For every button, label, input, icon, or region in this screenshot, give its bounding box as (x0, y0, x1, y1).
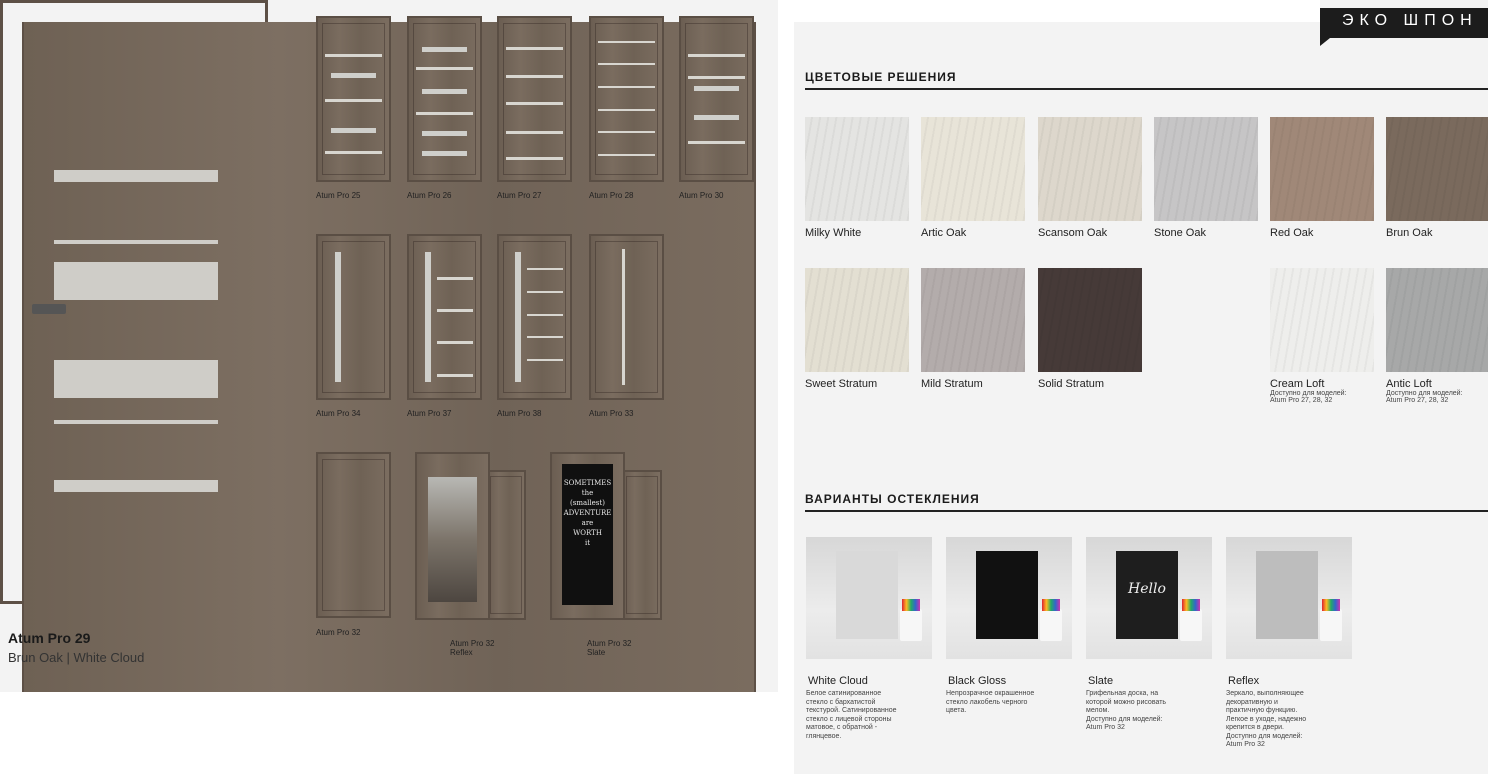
glass-name: Reflex (1228, 675, 1260, 687)
door-label: Atum Pro 28 (589, 191, 634, 200)
options-panel (794, 0, 1488, 774)
color-swatch (1386, 117, 1488, 221)
glass-description: Грифельная доска, на которой можно рисовать мелом. Доступно для моделей: Atum Pro 32 (1086, 690, 1167, 731)
color-swatch-label: Antic Loft (1386, 378, 1432, 390)
door-label: Atum Pro 38 (497, 409, 542, 418)
glass-sample-image (806, 537, 932, 659)
glass-name: Black Gloss (948, 675, 1007, 687)
eco-veneer-tag: ЭКО ШПОН (1320, 8, 1488, 38)
door-label: Atum Pro 30 (679, 191, 724, 200)
divider (805, 510, 1488, 512)
color-swatch (921, 268, 1025, 372)
door-atum-pro-32-back (486, 470, 526, 620)
door-atum-pro-34 (316, 234, 391, 400)
door-atum-pro-30 (679, 16, 754, 182)
door-atum-pro-37 (407, 234, 482, 400)
color-swatch (805, 268, 909, 372)
color-swatch-note: Atum Pro 27, 28, 32 (1270, 397, 1333, 404)
door-atum-pro-32 (316, 452, 391, 618)
color-swatch-label: Sweet Stratum (805, 378, 878, 390)
glass-description: Белое сатинированное стекло с бархатистой текстурой. Сатинированное стекло с лицевой стороны матовое, с обратной - глянцевое. (806, 690, 897, 740)
glass-sample-image: Hello (1086, 537, 1212, 659)
door-label: Atum Pro 32 (587, 639, 632, 648)
color-swatch-note: Atum Pro 27, 28, 32 (1386, 397, 1449, 404)
door-label: Atum Pro 34 (316, 409, 361, 418)
colors-section-title: ЦВЕТОВЫЕ РЕШЕНИЯ (805, 70, 957, 84)
door-label: Atum Pro 25 (316, 191, 361, 200)
divider (805, 88, 1488, 90)
color-swatch (1038, 268, 1142, 372)
color-swatch (1386, 268, 1488, 372)
color-swatch-label: Red Oak (1270, 227, 1314, 239)
door-label: Atum Pro 37 (407, 409, 452, 418)
color-swatch (1038, 117, 1142, 221)
color-swatch-label: Solid Stratum (1038, 378, 1105, 390)
color-swatch (1154, 117, 1258, 221)
glass-description: Зеркало, выполняющее декоративную и практичную функцию. Легкое в уходе, надежно крепится в двери. Доступно для моделей: Atum Pro 32 (1226, 690, 1307, 748)
color-swatch (1270, 117, 1374, 221)
door-atum-pro-26 (407, 16, 482, 182)
door-label: Atum Pro 26 (407, 191, 452, 200)
door-atum-pro-32-reflex (415, 452, 490, 620)
color-swatch-note: Доступно для моделей: (1386, 390, 1463, 397)
door-label-variant: Slate (587, 648, 606, 657)
color-swatch-note: Доступно для моделей: (1270, 390, 1347, 397)
door-label: Atum Pro 27 (497, 191, 542, 200)
color-swatch-label: Cream Loft (1270, 378, 1325, 390)
glass-name: White Cloud (808, 675, 868, 687)
door-catalog-panel (0, 0, 778, 692)
color-swatch (1270, 268, 1374, 372)
door-atum-pro-32-slate (550, 452, 625, 620)
glass-name: Slate (1088, 675, 1114, 687)
glass-description: Непрозрачное окрашенное стекло лакобель черного цвета. (946, 690, 1035, 714)
main-door-subtitle: Brun Oak | White Cloud (8, 650, 145, 665)
door-handle-icon (32, 304, 66, 314)
door-atum-pro-38 (497, 234, 572, 400)
color-swatch (921, 117, 1025, 221)
door-atum-pro-25 (316, 16, 391, 182)
glass-sample-image (1226, 537, 1352, 659)
main-door-title: Atum Pro 29 (8, 630, 91, 646)
chalkboard-panel: SOMETIMES the (smallest) ADVENTURE are WORTH it (562, 464, 613, 605)
door-label: Atum Pro 33 (589, 409, 634, 418)
door-atum-pro-27 (497, 16, 572, 182)
door-atum-pro-32-back (622, 470, 662, 620)
color-swatch (805, 117, 909, 221)
color-swatch-label: Mild Stratum (921, 378, 983, 390)
door-label-variant: Reflex (450, 648, 473, 657)
color-swatch-label: Milky White (805, 227, 862, 239)
door-atum-pro-28 (589, 16, 664, 182)
color-swatch-label: Artic Oak (921, 227, 967, 239)
door-label: Atum Pro 32 (450, 639, 495, 648)
glass-section-title: ВАРИАНТЫ ОСТЕКЛЕНИЯ (805, 492, 980, 506)
glass-sample-image (946, 537, 1072, 659)
color-swatch-label: Scansom Oak (1038, 227, 1108, 239)
color-swatch-label: Stone Oak (1154, 227, 1206, 239)
color-swatch-label: Brun Oak (1386, 227, 1433, 239)
door-atum-pro-33 (589, 234, 664, 400)
door-label: Atum Pro 32 (316, 628, 361, 637)
main-door-image (0, 0, 268, 604)
